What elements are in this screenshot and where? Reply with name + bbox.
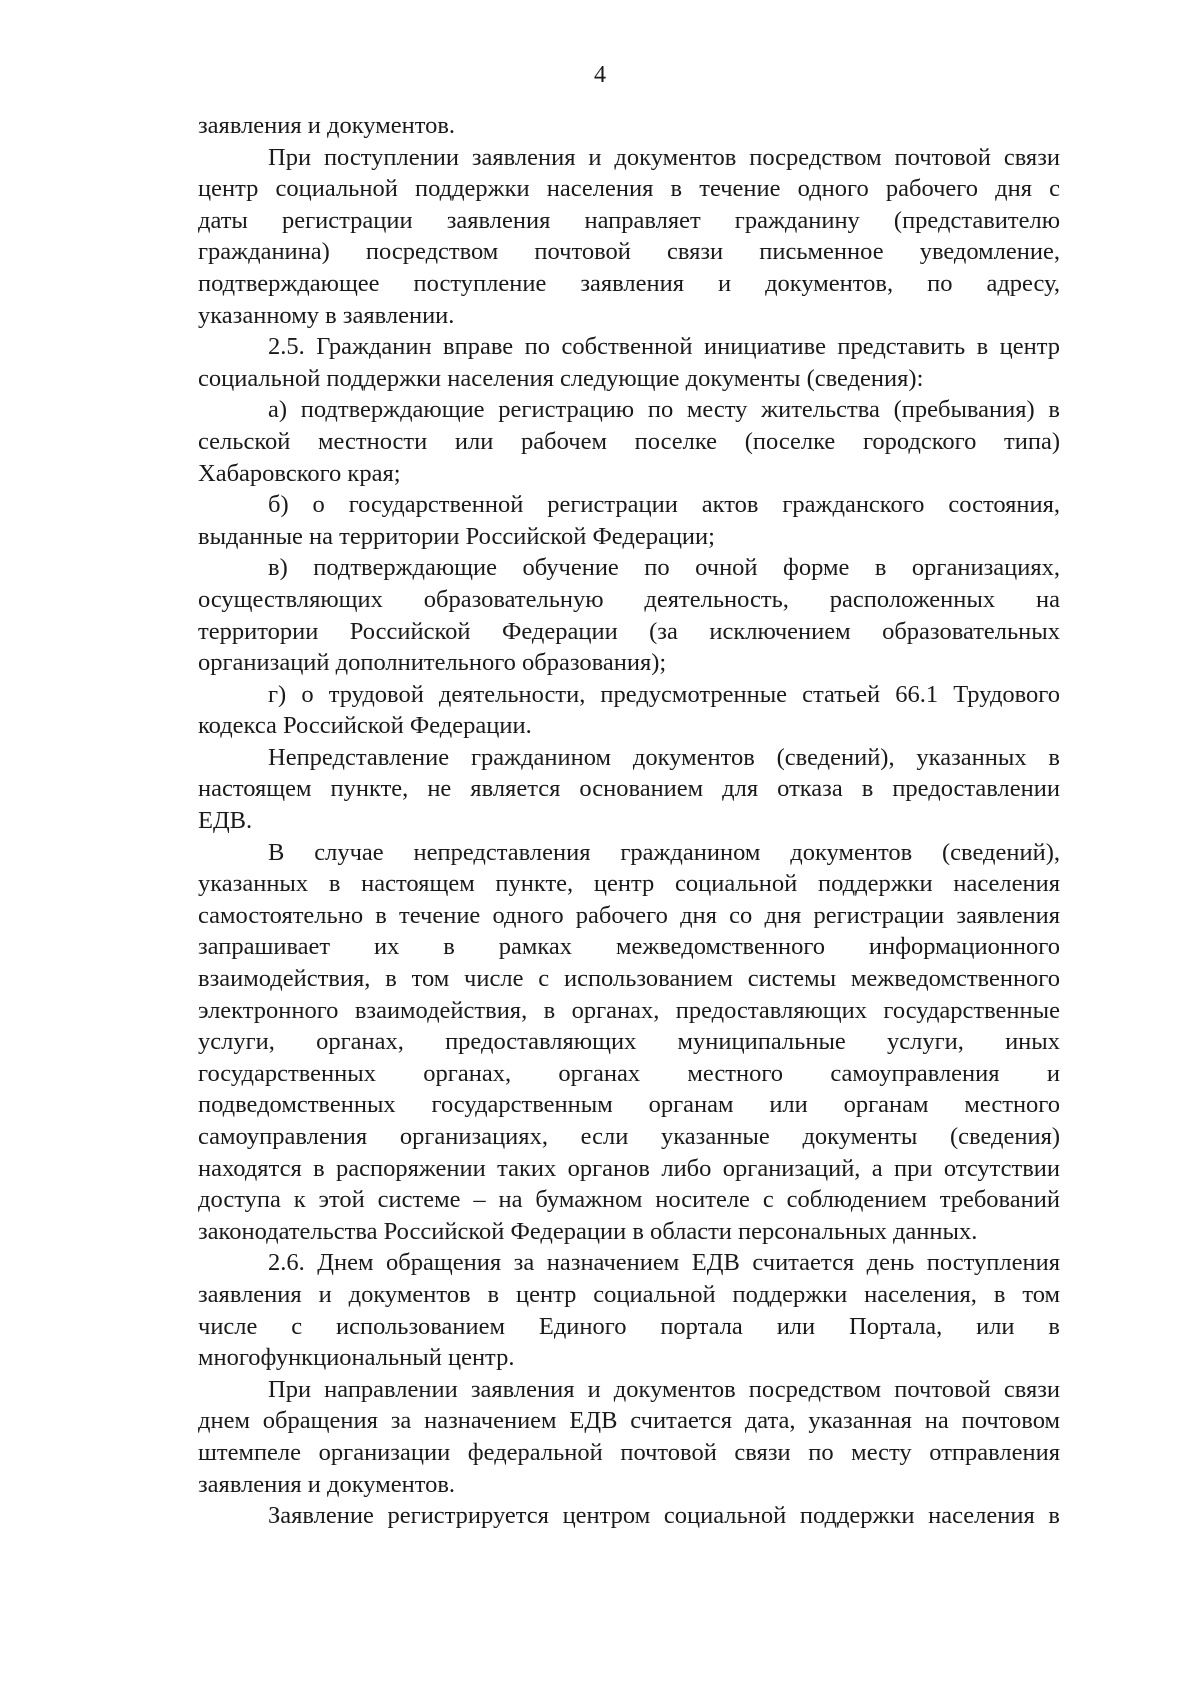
text-line: социальной поддержки населения следующие документы (сведения): bbox=[198, 364, 924, 392]
text-line: При поступлении заявления и документов посредством почтовой связи bbox=[268, 143, 1060, 171]
text-line: При направлении заявления и документов посредством почтовой связи bbox=[268, 1375, 1060, 1403]
text-line: подведомственных государственным органам или органам местного bbox=[198, 1091, 1060, 1119]
text-line: сельской местности или рабочем поселке (поселке городского типа) bbox=[198, 427, 1060, 455]
text-line: услуги, органах, предоставляющих муниципальные услуги, иных bbox=[198, 1028, 1060, 1056]
text-line: числе с использованием Единого портала или Портала, или в bbox=[198, 1312, 1060, 1340]
text-line: Заявление регистрируется центром социальной поддержки населения в bbox=[268, 1502, 1060, 1530]
text-line: территории Российской Федерации (за исключением образовательных bbox=[198, 617, 1060, 645]
text-line: гражданина) посредством почтовой связи письменное уведомление, bbox=[198, 238, 1060, 266]
text-line: днем обращения за назначением ЕДВ считается дата, указанная на почтовом bbox=[198, 1407, 1060, 1435]
text-line: г) о трудовой деятельности, предусмотренные статьей 66.1 Трудового bbox=[268, 680, 1060, 708]
text-line: взаимодействия, в том числе с использованием системы межведомственного bbox=[198, 965, 1060, 993]
text-line: 2.5. Гражданин вправе по собственной инициативе представить в центр bbox=[268, 333, 1060, 361]
text-line: осуществляющих образовательную деятельность, расположенных на bbox=[198, 585, 1060, 613]
text-line: б) о государственной регистрации актов гражданского состояния, bbox=[268, 491, 1060, 519]
text-line: организаций дополнительного образования); bbox=[198, 649, 667, 677]
text-line: выданные на территории Российской Федерации; bbox=[198, 522, 715, 550]
page-number: 4 bbox=[594, 62, 606, 88]
text-line: запрашивает их в рамках межведомственного информационного bbox=[198, 933, 1060, 961]
text-line: 2.6. Днем обращения за назначением ЕДВ считается день поступления bbox=[268, 1249, 1060, 1277]
text-line: доступа к этой системе – на бумажном носителе с соблюдением требований bbox=[198, 1186, 1060, 1214]
text-line: подтверждающее поступление заявления и документов, по адресу, bbox=[198, 269, 1060, 297]
text-line: а) подтверждающие регистрацию по месту жительства (пребывания) в bbox=[268, 396, 1060, 424]
text-line: даты регистрации заявления направляет гражданину (представителю bbox=[198, 206, 1060, 234]
text-line: указанному в заявлении. bbox=[198, 301, 455, 329]
document-body bbox=[198, 110, 1060, 1532]
text-line: Непредставление гражданином документов (сведений), указанных в bbox=[268, 743, 1060, 771]
text-line: многофункциональный центр. bbox=[198, 1344, 515, 1372]
text-line: законодательства Российской Федерации в области персональных данных. bbox=[198, 1217, 978, 1245]
text-line: настоящем пункте, не является основанием для отказа в предоставлении bbox=[198, 775, 1060, 803]
text-line: Хабаровского края; bbox=[198, 459, 401, 487]
text-line: заявления и документов в центр социальной поддержки населения, в том bbox=[198, 1280, 1060, 1308]
text-line: кодекса Российской Федерации. bbox=[198, 712, 532, 740]
text-line: самоуправления организациях, если указанные документы (сведения) bbox=[198, 1123, 1060, 1150]
text-line: электронного взаимодействия, в органах, предоставляющих государственные bbox=[198, 996, 1060, 1024]
text-line: указанных в настоящем пункте, центр социальной поддержки населения bbox=[198, 870, 1060, 898]
text-line: самостоятельно в течение одного рабочего дня со дня регистрации заявления bbox=[198, 901, 1060, 929]
text-line: заявления и документов. bbox=[198, 1470, 456, 1498]
text-line: заявления и документов. bbox=[198, 112, 456, 139]
text-line: в) подтверждающие обучение по очной форме в организациях, bbox=[268, 554, 1060, 582]
text-line: В случае непредставления гражданином документов (сведений), bbox=[268, 838, 1060, 866]
text-line: ЕДВ. bbox=[198, 807, 253, 835]
text-line: государственных органах, органах местного самоуправления и bbox=[198, 1059, 1060, 1087]
text-line: находятся в распоряжении таких органов либо организаций, а при отсутствии bbox=[198, 1154, 1060, 1182]
text-line: центр социальной поддержки населения в течение одного рабочего дня с bbox=[198, 175, 1060, 203]
text-line: штемпеле организации федеральной почтовой связи по месту отправления bbox=[198, 1438, 1060, 1466]
